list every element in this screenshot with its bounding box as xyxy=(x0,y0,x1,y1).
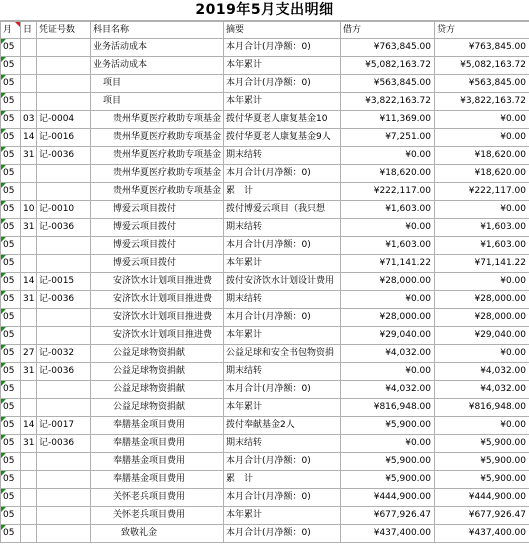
summary-cell[interactable]: 本月合计(月净额：0) xyxy=(224,525,341,543)
credit-cell[interactable]: ¥5,900.00 xyxy=(435,435,529,453)
day-cell[interactable]: 31 xyxy=(21,219,37,237)
summary-cell[interactable]: 拨付奉献基金2人 xyxy=(224,417,341,435)
credit-cell[interactable]: ¥1,603.00 xyxy=(435,219,529,237)
subject-cell[interactable]: 奉膳基金项目费用 xyxy=(91,471,224,489)
subject-cell[interactable]: 公益足球物资捐献 xyxy=(91,363,224,381)
table-row xyxy=(1,471,529,489)
day-cell[interactable] xyxy=(21,399,37,417)
header-summary[interactable]: 摘要 xyxy=(224,22,341,39)
debit-cell[interactable]: ¥222,117.00 xyxy=(341,183,435,201)
debit-cell[interactable]: ¥5,900.00 xyxy=(341,417,435,435)
table-row xyxy=(1,327,529,345)
day-cell[interactable] xyxy=(21,39,37,57)
subject-cell[interactable]: 公益足球物资捐献 xyxy=(91,381,224,399)
day-cell[interactable] xyxy=(21,255,37,273)
summary-cell[interactable]: 本年累计 xyxy=(224,255,341,273)
debit-cell[interactable]: ¥0.00 xyxy=(341,219,435,237)
table-row xyxy=(1,111,529,129)
day-cell[interactable] xyxy=(21,93,37,111)
month-cell[interactable]: 05 xyxy=(1,309,21,327)
debit-cell[interactable]: ¥5,082,163.72 xyxy=(341,57,435,75)
table-row xyxy=(1,57,529,75)
month-cell[interactable]: 05 xyxy=(1,237,21,255)
table-row xyxy=(1,417,529,435)
voucher-cell[interactable] xyxy=(37,255,91,273)
month-cell[interactable]: 05 xyxy=(1,471,21,489)
summary-cell[interactable]: 本年累计 xyxy=(224,93,341,111)
day-cell[interactable]: 31 xyxy=(21,435,37,453)
credit-cell[interactable]: ¥5,082,163.72 xyxy=(435,57,529,75)
credit-cell[interactable]: ¥444,900.00 xyxy=(435,489,529,507)
credit-cell[interactable]: ¥0.00 xyxy=(435,273,529,291)
header-month[interactable]: 月 xyxy=(1,22,21,39)
subject-cell[interactable]: 关怀老兵项目费用 xyxy=(91,507,224,525)
credit-cell[interactable]: ¥677,926.47 xyxy=(435,507,529,525)
table-row xyxy=(1,381,529,399)
subject-cell[interactable]: 项目 xyxy=(91,93,224,111)
summary-cell[interactable]: 拨付华夏老人康复基金10 xyxy=(224,111,341,129)
table-row xyxy=(1,273,529,291)
voucher-cell[interactable] xyxy=(37,453,91,471)
debit-cell[interactable]: ¥563,845.00 xyxy=(341,75,435,93)
credit-cell[interactable]: ¥18,620.00 xyxy=(435,165,529,183)
voucher-cell[interactable]: 记-0017 xyxy=(37,417,91,435)
header-row xyxy=(1,22,529,39)
subject-cell[interactable]: 业务活动成本 xyxy=(91,57,224,75)
subject-cell[interactable]: 博爱云项目拨付 xyxy=(91,201,224,219)
day-cell[interactable] xyxy=(21,453,37,471)
debit-cell[interactable]: ¥4,032.00 xyxy=(341,381,435,399)
day-cell[interactable]: 14 xyxy=(21,417,37,435)
month-cell[interactable]: 05 xyxy=(1,183,21,201)
day-cell[interactable] xyxy=(21,165,37,183)
table-row xyxy=(1,165,529,183)
debit-cell[interactable]: ¥0.00 xyxy=(341,291,435,309)
table-row xyxy=(1,183,529,201)
subject-cell[interactable]: 博爱云项目拨付 xyxy=(91,219,224,237)
credit-cell[interactable]: ¥0.00 xyxy=(435,417,529,435)
credit-cell[interactable]: ¥3,822,163.72 xyxy=(435,93,529,111)
day-cell[interactable]: 31 xyxy=(21,291,37,309)
summary-cell[interactable]: 本月合计(月净额：0) xyxy=(224,165,341,183)
debit-cell[interactable]: ¥71,141.22 xyxy=(341,255,435,273)
voucher-cell[interactable] xyxy=(37,165,91,183)
voucher-cell[interactable] xyxy=(37,237,91,255)
voucher-cell[interactable] xyxy=(37,75,91,93)
day-cell[interactable]: 03 xyxy=(21,111,37,129)
month-cell[interactable]: 05 xyxy=(1,417,21,435)
table-row xyxy=(1,219,529,237)
day-cell[interactable] xyxy=(21,183,37,201)
debit-cell[interactable]: ¥5,900.00 xyxy=(341,471,435,489)
subject-cell[interactable]: 安济饮水计划项目推进费 xyxy=(91,309,224,327)
summary-cell[interactable]: 期末结转 xyxy=(224,147,341,165)
summary-cell[interactable]: 本月合计(月净额：0) xyxy=(224,75,341,93)
summary-cell[interactable]: 本年累计 xyxy=(224,327,341,345)
debit-cell[interactable]: ¥3,822,163.72 xyxy=(341,93,435,111)
summary-cell[interactable]: 累 计 xyxy=(224,183,341,201)
debit-cell[interactable]: ¥1,603.00 xyxy=(341,237,435,255)
voucher-cell[interactable] xyxy=(37,309,91,327)
month-cell[interactable]: 05 xyxy=(1,489,21,507)
voucher-cell[interactable] xyxy=(37,471,91,489)
voucher-cell[interactable] xyxy=(37,525,91,543)
debit-cell[interactable]: ¥29,040.00 xyxy=(341,327,435,345)
voucher-cell[interactable]: 记-0036 xyxy=(37,147,91,165)
credit-cell[interactable]: ¥4,032.00 xyxy=(435,381,529,399)
summary-cell[interactable]: 期末结转 xyxy=(224,435,341,453)
credit-cell[interactable]: ¥816,948.00 xyxy=(435,399,529,417)
table-row xyxy=(1,507,529,525)
voucher-cell[interactable] xyxy=(37,57,91,75)
credit-cell[interactable]: ¥18,620.00 xyxy=(435,147,529,165)
credit-cell[interactable]: ¥0.00 xyxy=(435,129,529,147)
credit-cell[interactable]: ¥0.00 xyxy=(435,201,529,219)
credit-cell[interactable]: ¥4,032.00 xyxy=(435,363,529,381)
month-cell[interactable]: 05 xyxy=(1,363,21,381)
voucher-cell[interactable]: 记-0010 xyxy=(37,201,91,219)
day-cell[interactable] xyxy=(21,525,37,543)
debit-cell[interactable]: ¥1,603.00 xyxy=(341,201,435,219)
subject-cell[interactable]: 奉膳基金项目费用 xyxy=(91,435,224,453)
voucher-cell[interactable]: 记-0036 xyxy=(37,219,91,237)
subject-cell[interactable]: 致敬礼金 xyxy=(91,525,224,543)
voucher-cell[interactable] xyxy=(37,183,91,201)
summary-cell[interactable]: 本月合计(月净额：0) xyxy=(224,381,341,399)
day-cell[interactable] xyxy=(21,471,37,489)
table-row xyxy=(1,489,529,507)
summary-cell[interactable]: 本年累计 xyxy=(224,57,341,75)
voucher-cell[interactable] xyxy=(37,507,91,525)
debit-cell[interactable]: ¥763,845.00 xyxy=(341,39,435,57)
month-cell[interactable]: 05 xyxy=(1,147,21,165)
header-day[interactable]: 日 xyxy=(21,22,37,39)
subject-cell[interactable]: 博爱云项目拨付 xyxy=(91,237,224,255)
summary-cell[interactable]: 期末结转 xyxy=(224,291,341,309)
day-cell[interactable]: 14 xyxy=(21,129,37,147)
summary-cell[interactable]: 本年累计 xyxy=(224,399,341,417)
header-subject[interactable]: 科目名称 xyxy=(91,22,224,39)
day-cell[interactable]: 27 xyxy=(21,345,37,363)
table-row xyxy=(1,291,529,309)
voucher-cell[interactable]: 记-0016 xyxy=(37,129,91,147)
ledger-table xyxy=(0,21,529,543)
credit-cell[interactable]: ¥28,000.00 xyxy=(435,291,529,309)
summary-cell[interactable]: 本月合计(月净额：0) xyxy=(224,237,341,255)
month-cell[interactable]: 05 xyxy=(1,453,21,471)
voucher-cell[interactable] xyxy=(37,381,91,399)
credit-cell[interactable]: ¥763,845.00 xyxy=(435,39,529,57)
summary-cell[interactable]: 拨付华夏老人康复基金9人 xyxy=(224,129,341,147)
table-row xyxy=(1,435,529,453)
debit-cell[interactable]: ¥0.00 xyxy=(341,147,435,165)
voucher-cell[interactable]: 记-0015 xyxy=(37,273,91,291)
debit-cell[interactable]: ¥4,032.00 xyxy=(341,345,435,363)
credit-cell[interactable]: ¥5,900.00 xyxy=(435,453,529,471)
credit-cell[interactable]: ¥71,141.22 xyxy=(435,255,529,273)
month-cell[interactable]: 05 xyxy=(1,345,21,363)
table-row xyxy=(1,453,529,471)
day-cell[interactable] xyxy=(21,327,37,345)
subject-cell[interactable]: 奉膳基金项目费用 xyxy=(91,417,224,435)
subject-cell[interactable]: 博爱云项目拨付 xyxy=(91,255,224,273)
summary-cell[interactable]: 本月合计(月净额：0) xyxy=(224,39,341,57)
credit-cell[interactable]: ¥437,400.00 xyxy=(435,525,529,543)
month-cell[interactable]: 05 xyxy=(1,525,21,543)
summary-cell[interactable]: 本月合计(月净额：0) xyxy=(224,489,341,507)
debit-cell[interactable]: ¥7,251.00 xyxy=(341,129,435,147)
voucher-cell[interactable]: 记-0036 xyxy=(37,363,91,381)
voucher-cell[interactable]: 记-0036 xyxy=(37,291,91,309)
subject-cell[interactable]: 贵州华夏医疗救助专项基金 xyxy=(91,147,224,165)
voucher-cell[interactable]: 记-0004 xyxy=(37,111,91,129)
subject-cell[interactable]: 项目 xyxy=(91,75,224,93)
summary-cell[interactable]: 本月合计(月净额：0) xyxy=(224,309,341,327)
debit-cell[interactable]: ¥816,948.00 xyxy=(341,399,435,417)
summary-cell[interactable]: 期末结转 xyxy=(224,219,341,237)
debit-cell[interactable]: ¥437,400.00 xyxy=(341,525,435,543)
summary-cell[interactable]: 拨付安济饮水计划设计费用 xyxy=(224,273,341,291)
summary-cell[interactable]: 本月合计(月净额：0) xyxy=(224,453,341,471)
summary-cell[interactable]: 累 计 xyxy=(224,471,341,489)
table-row xyxy=(1,39,529,57)
subject-cell[interactable]: 奉膳基金项目费用 xyxy=(91,453,224,471)
table-row xyxy=(1,255,529,273)
day-cell[interactable]: 31 xyxy=(21,363,37,381)
month-cell[interactable]: 05 xyxy=(1,111,21,129)
month-cell[interactable]: 05 xyxy=(1,129,21,147)
voucher-cell[interactable] xyxy=(37,327,91,345)
debit-cell[interactable]: ¥444,900.00 xyxy=(341,489,435,507)
voucher-cell[interactable]: 记-0032 xyxy=(37,345,91,363)
subject-cell[interactable]: 贵州华夏医疗救助专项基金 xyxy=(91,183,224,201)
day-cell[interactable] xyxy=(21,381,37,399)
day-cell[interactable]: 10 xyxy=(21,201,37,219)
credit-cell[interactable]: ¥1,603.00 xyxy=(435,237,529,255)
debit-cell[interactable]: ¥677,926.47 xyxy=(341,507,435,525)
month-cell[interactable]: 05 xyxy=(1,327,21,345)
month-cell[interactable]: 05 xyxy=(1,93,21,111)
voucher-cell[interactable]: 记-0036 xyxy=(37,435,91,453)
subject-cell[interactable]: 公益足球物资捐献 xyxy=(91,345,224,363)
month-cell[interactable]: 05 xyxy=(1,399,21,417)
summary-cell[interactable]: 公益足球和安全书包物资捐 xyxy=(224,345,341,363)
subject-cell[interactable]: 贵州华夏医疗救助专项基金 xyxy=(91,111,224,129)
debit-cell[interactable]: ¥11,369.00 xyxy=(341,111,435,129)
header-debit[interactable]: 借方 xyxy=(341,22,435,39)
debit-cell[interactable]: ¥0.00 xyxy=(341,363,435,381)
month-cell[interactable]: 05 xyxy=(1,381,21,399)
sheet-title: 2019年5月支出明细 xyxy=(0,0,529,21)
debit-cell[interactable]: ¥28,000.00 xyxy=(341,273,435,291)
table-row xyxy=(1,201,529,219)
summary-cell[interactable]: 期末结转 xyxy=(224,363,341,381)
table-row xyxy=(1,75,529,93)
voucher-cell[interactable] xyxy=(37,489,91,507)
table-row xyxy=(1,147,529,165)
voucher-cell[interactable] xyxy=(37,93,91,111)
month-cell[interactable]: 05 xyxy=(1,165,21,183)
credit-cell[interactable]: ¥0.00 xyxy=(435,345,529,363)
month-cell[interactable]: 05 xyxy=(1,291,21,309)
header-credit[interactable]: 贷方 xyxy=(435,22,529,39)
month-cell[interactable]: 05 xyxy=(1,57,21,75)
month-cell[interactable]: 05 xyxy=(1,255,21,273)
subject-cell[interactable]: 安济饮水计划项目推进费 xyxy=(91,291,224,309)
debit-cell[interactable]: ¥18,620.00 xyxy=(341,165,435,183)
subject-cell[interactable]: 关怀老兵项目费用 xyxy=(91,489,224,507)
day-cell[interactable] xyxy=(21,309,37,327)
subject-cell[interactable]: 安济饮水计划项目推进费 xyxy=(91,327,224,345)
day-cell[interactable]: 31 xyxy=(21,147,37,165)
voucher-cell[interactable] xyxy=(37,39,91,57)
month-cell[interactable]: 05 xyxy=(1,273,21,291)
subject-cell[interactable]: 安济饮水计划项目推进费 xyxy=(91,273,224,291)
voucher-cell[interactable] xyxy=(37,399,91,417)
table-row xyxy=(1,93,529,111)
summary-cell[interactable]: 本年累计 xyxy=(224,507,341,525)
table-row xyxy=(1,309,529,327)
credit-cell[interactable]: ¥563,845.00 xyxy=(435,75,529,93)
month-cell[interactable]: 05 xyxy=(1,201,21,219)
day-cell[interactable] xyxy=(21,237,37,255)
table-row xyxy=(1,399,529,417)
credit-cell[interactable]: ¥5,900.00 xyxy=(435,471,529,489)
credit-cell[interactable]: ¥28,000.00 xyxy=(435,309,529,327)
subject-cell[interactable]: 贵州华夏医疗救助专项基金 xyxy=(91,165,224,183)
subject-cell[interactable]: 贵州华夏医疗救助专项基金 xyxy=(91,129,224,147)
table-row xyxy=(1,525,529,543)
month-cell[interactable]: 05 xyxy=(1,75,21,93)
table-row xyxy=(1,237,529,255)
subject-cell[interactable]: 公益足球物资捐献 xyxy=(91,399,224,417)
month-cell[interactable]: 05 xyxy=(1,435,21,453)
table-row xyxy=(1,363,529,381)
header-voucher[interactable]: 凭证号数 xyxy=(37,22,91,39)
credit-cell[interactable]: ¥0.00 xyxy=(435,111,529,129)
day-cell[interactable] xyxy=(21,75,37,93)
month-cell[interactable]: 05 xyxy=(1,219,21,237)
table-row xyxy=(1,129,529,147)
day-cell[interactable] xyxy=(21,507,37,525)
day-cell[interactable]: 14 xyxy=(21,273,37,291)
credit-cell[interactable]: ¥222,117.00 xyxy=(435,183,529,201)
month-cell[interactable]: 05 xyxy=(1,507,21,525)
table-row xyxy=(1,345,529,363)
day-cell[interactable] xyxy=(21,489,37,507)
day-cell[interactable] xyxy=(21,57,37,75)
summary-cell[interactable]: 拨付博爱云项目（我只想 xyxy=(224,201,341,219)
subject-cell[interactable]: 业务活动成本 xyxy=(91,39,224,57)
debit-cell[interactable]: ¥0.00 xyxy=(341,435,435,453)
month-cell[interactable]: 05 xyxy=(1,39,21,57)
debit-cell[interactable]: ¥28,000.00 xyxy=(341,309,435,327)
credit-cell[interactable]: ¥29,040.00 xyxy=(435,327,529,345)
debit-cell[interactable]: ¥5,900.00 xyxy=(341,453,435,471)
